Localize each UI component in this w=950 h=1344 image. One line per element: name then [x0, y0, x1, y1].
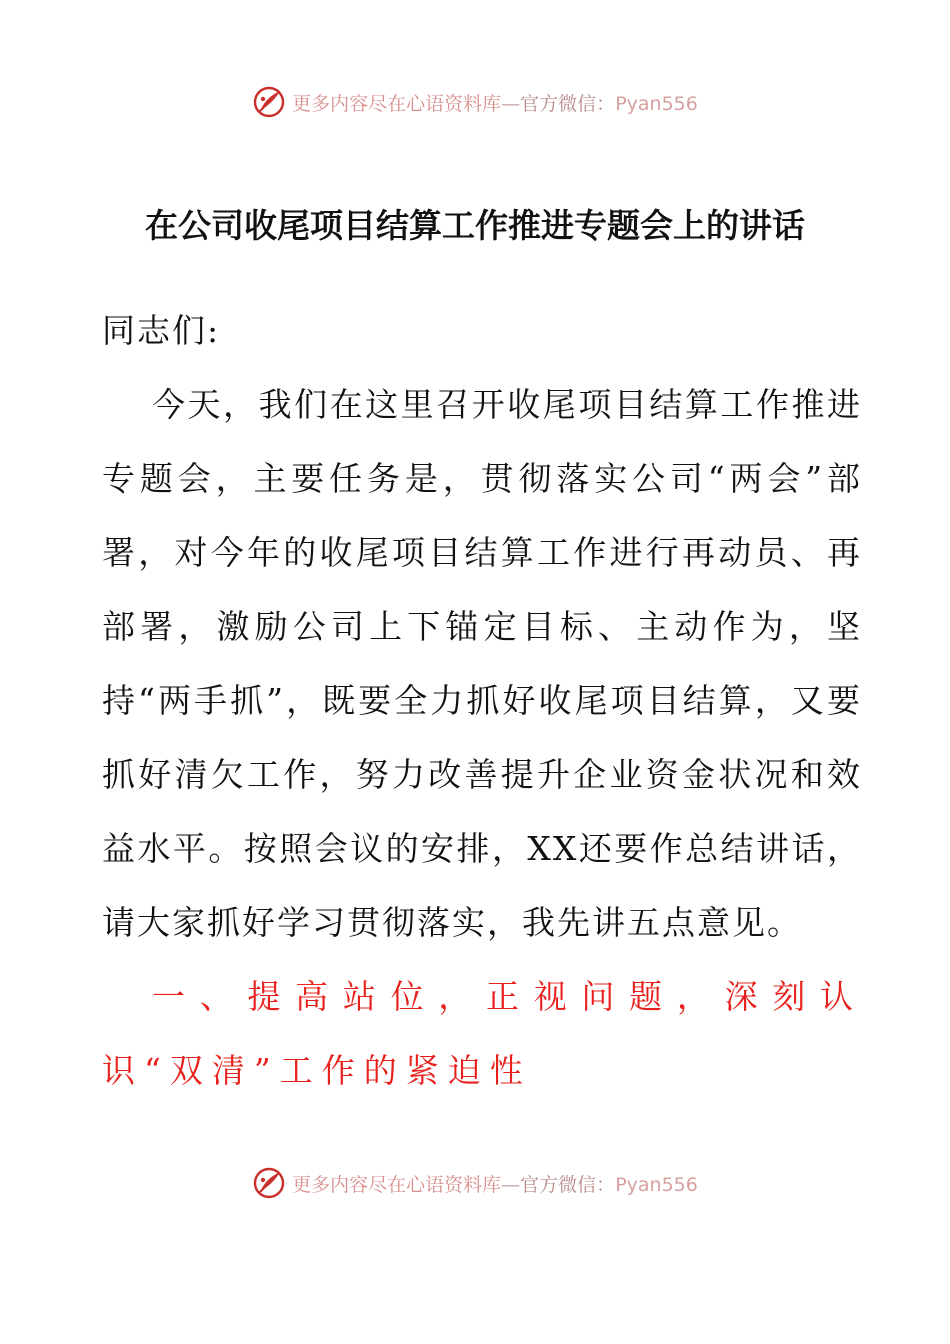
document-title: 在公司收尾项目结算工作推进专题会上的讲话	[145, 206, 805, 245]
watermark-dash: —	[501, 92, 521, 115]
quill-logo-icon	[252, 85, 286, 119]
quill-logo-icon	[252, 1166, 286, 1200]
watermark-label: 官方微信：	[520, 1173, 616, 1196]
watermark-dash: —	[501, 1173, 521, 1196]
header-watermark	[0, 82, 950, 122]
watermark-id: Pyan556	[615, 92, 698, 115]
section-heading-1: 一、提高站位，正视问题，深刻认识“双清”工作的紧迫性	[102, 977, 862, 1090]
watermark-label: 官方微信：	[520, 92, 616, 115]
document-body	[102, 294, 862, 1108]
paragraph-intro: 今天，我们在这里召开收尾项目结算工作推进专题会，主要任务是，贯彻落实公司“两会”部署，对今年的收尾项目结算工作进行再动员、再部署，激励公司上下锚定目标、主动作为，坚持“两手抓”，既要全力抓好收尾项目结算，又要抓好清欠工作，努力改善提升企业资金状况和效益水平。按照会议的安排，XX还要作总结讲话，请大家抓好学习贯彻落实，我先讲五点意见。	[102, 385, 862, 942]
watermark-id: Pyan556	[615, 1173, 698, 1196]
watermark-site: 更多内容尽在心语资料库	[292, 92, 502, 115]
watermark-site: 更多内容尽在心语资料库	[292, 1173, 502, 1196]
watermark-text	[292, 1170, 698, 1197]
footer-watermark	[0, 1163, 950, 1203]
watermark-text	[292, 89, 698, 116]
salutation: 同志们:	[102, 311, 221, 350]
